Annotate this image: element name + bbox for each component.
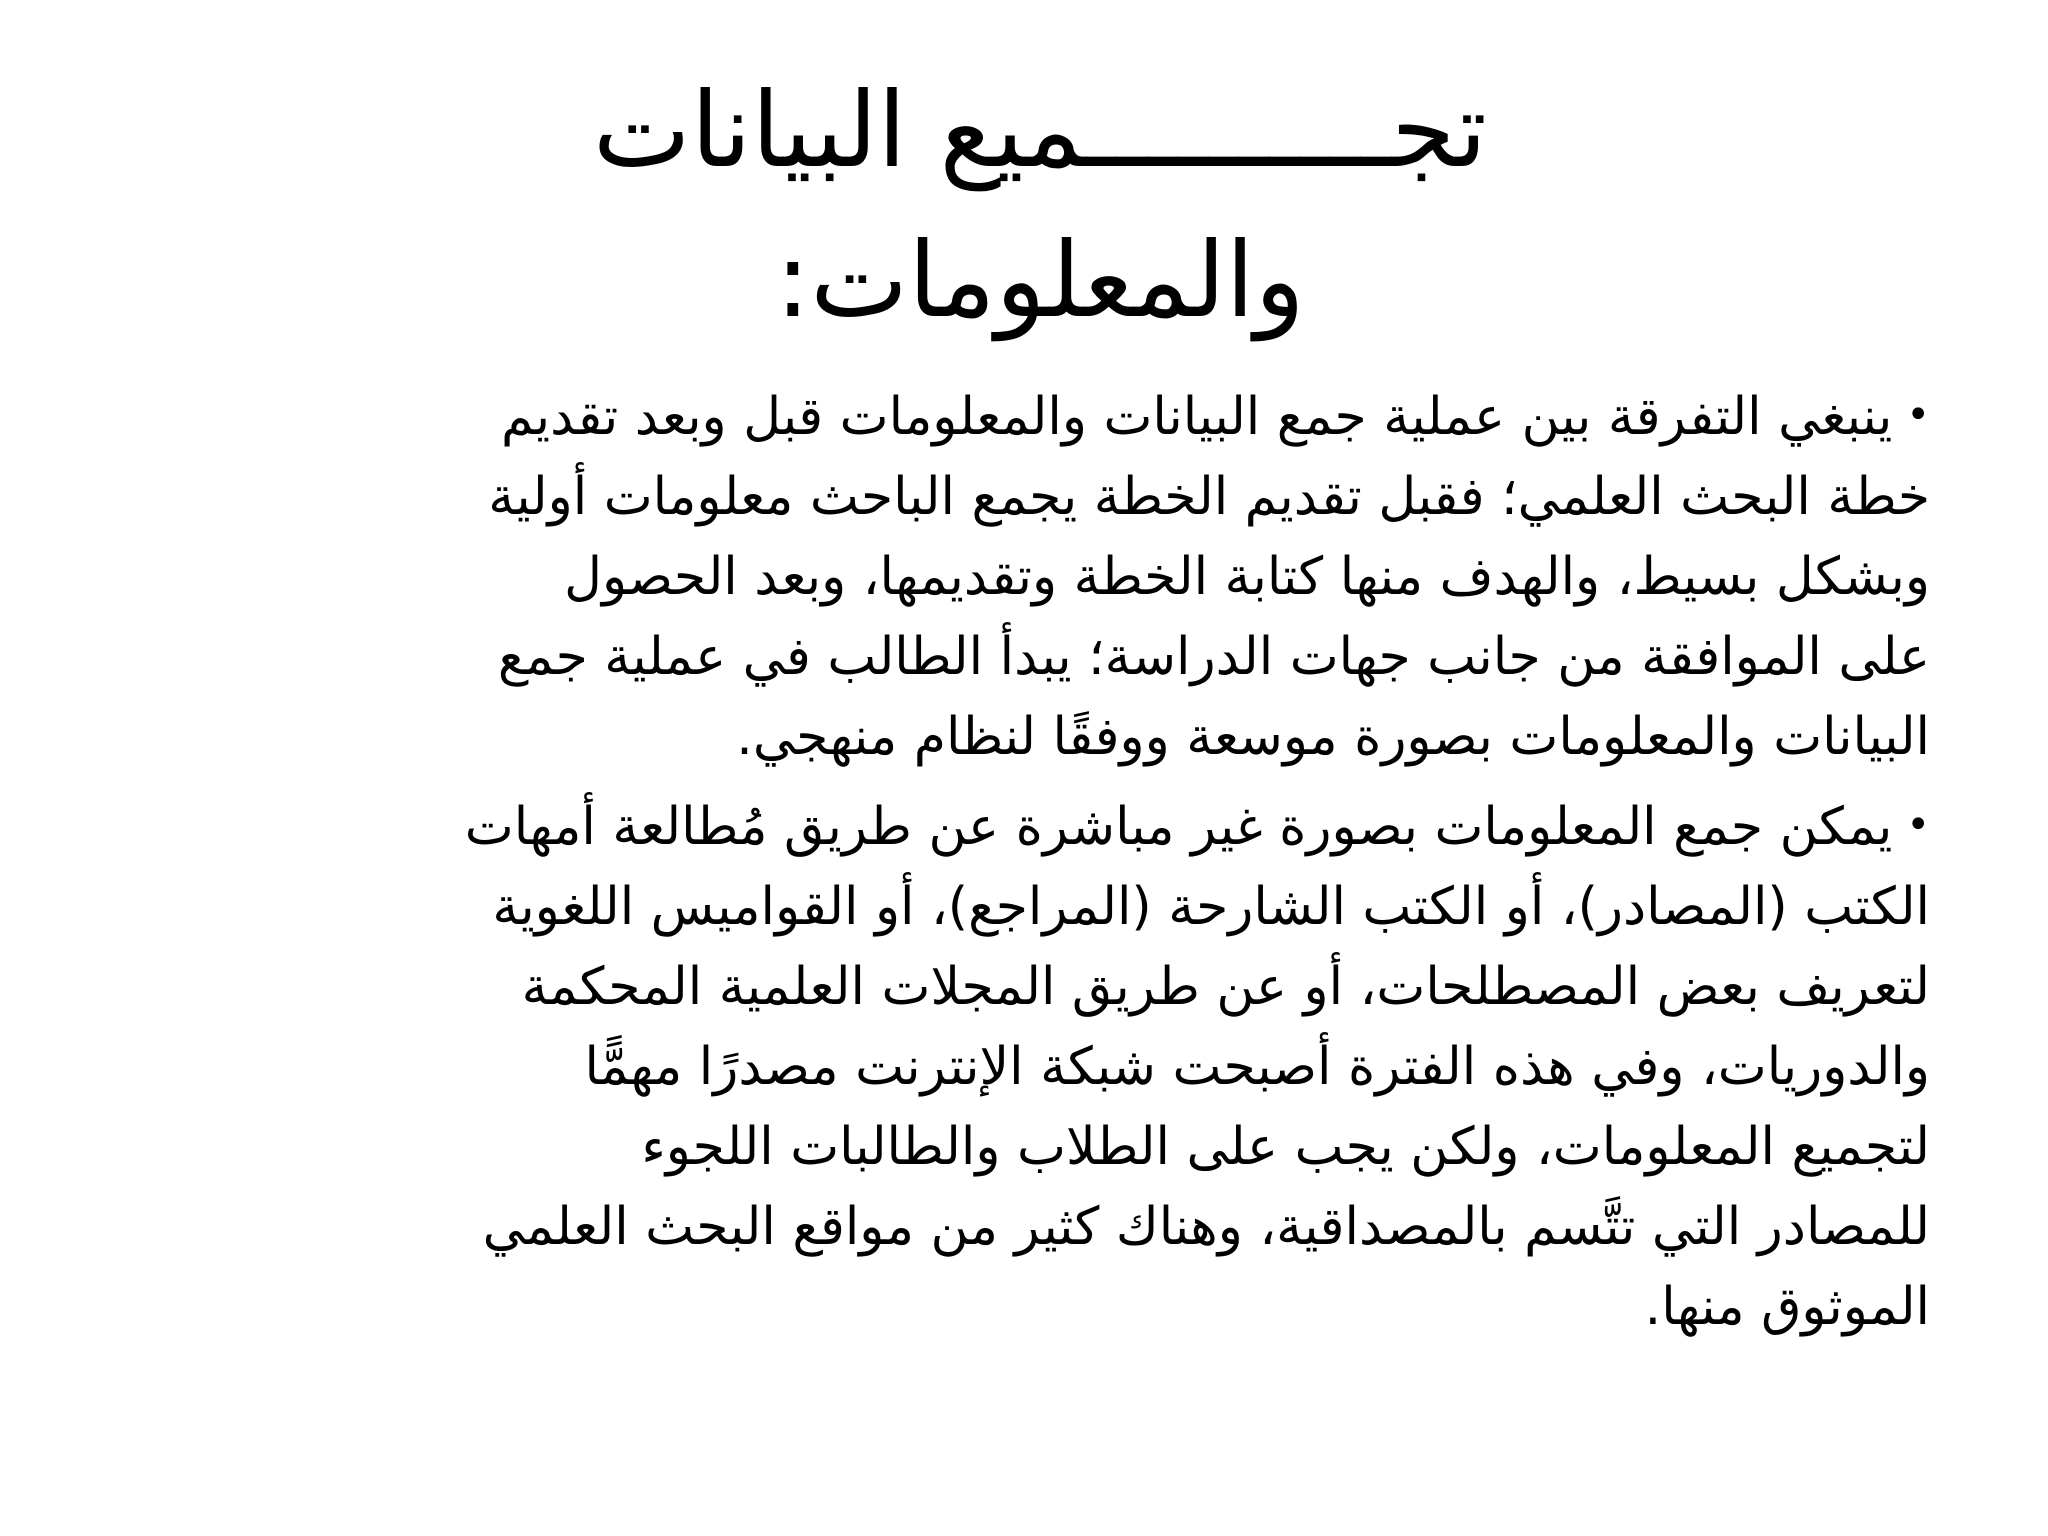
bullet-1-line-2: خطة البحث العلمي؛ فقبل تقديم الخطة يجمع الباحث معلومات أولية <box>488 467 1930 527</box>
bullet-paragraph-1 <box>130 375 1930 777</box>
bullet-1-line-5: البيانات والمعلومات بصورة موسعة ووفقًا لنظام منهجي. <box>736 707 1930 767</box>
bullet-marker-icon: • <box>1906 392 1930 438</box>
bullet-2-line-1 <box>130 785 1930 867</box>
bullet-2-line-5: لتجميع المعلومات، ولكن يجب على الطلاب والطالبات اللجوء <box>641 1117 1930 1177</box>
bullet-2-line-7: الموثوق منها. <box>1644 1277 1930 1337</box>
slide-title <box>160 55 1920 355</box>
title-line-2: والمعلومات: <box>775 219 1305 341</box>
bullet-text: يمكن جمع المعلومات بصورة غير مباشرة عن طريق مُطالعة أمهات <box>464 797 1893 857</box>
bullet-2-line-3: لتعريف بعض المصطلحات، أو عن طريق المجلات العلمية المحكمة <box>521 957 1930 1017</box>
bullet-2-line-4: والدوريات، وفي هذه الفترة أصبحت شبكة الإنترنت مصدرًا مهمًّا <box>584 1037 1930 1097</box>
bullet-2-line-2: الكتب (المصادر)، أو الكتب الشارحة (المراجع)، أو القواميس اللغوية <box>492 877 1930 937</box>
title-line-1: تجــــــــــميع البيانات <box>592 69 1488 191</box>
bullet-text: ينبغي التفرقة بين عملية جمع البيانات والمعلومات قبل وبعد تقديم <box>501 387 1893 447</box>
bullet-2-line-6: للمصادر التي تتَّسم بالمصداقية، وهناك كثير من مواقع البحث العلمي <box>482 1197 1930 1257</box>
bullet-paragraph-2 <box>130 785 1930 1347</box>
bullet-1-line-1 <box>130 375 1930 457</box>
bullet-1-line-4: على الموافقة من جانب جهات الدراسة؛ يبدأ الطالب في عملية جمع <box>497 627 1930 687</box>
bullet-1-line-3: وبشكل بسيط، والهدف منها كتابة الخطة وتقديمها، وبعد الحصول <box>564 547 1930 607</box>
bullet-marker-icon: • <box>1906 802 1930 848</box>
slide-body <box>130 375 1930 1355</box>
